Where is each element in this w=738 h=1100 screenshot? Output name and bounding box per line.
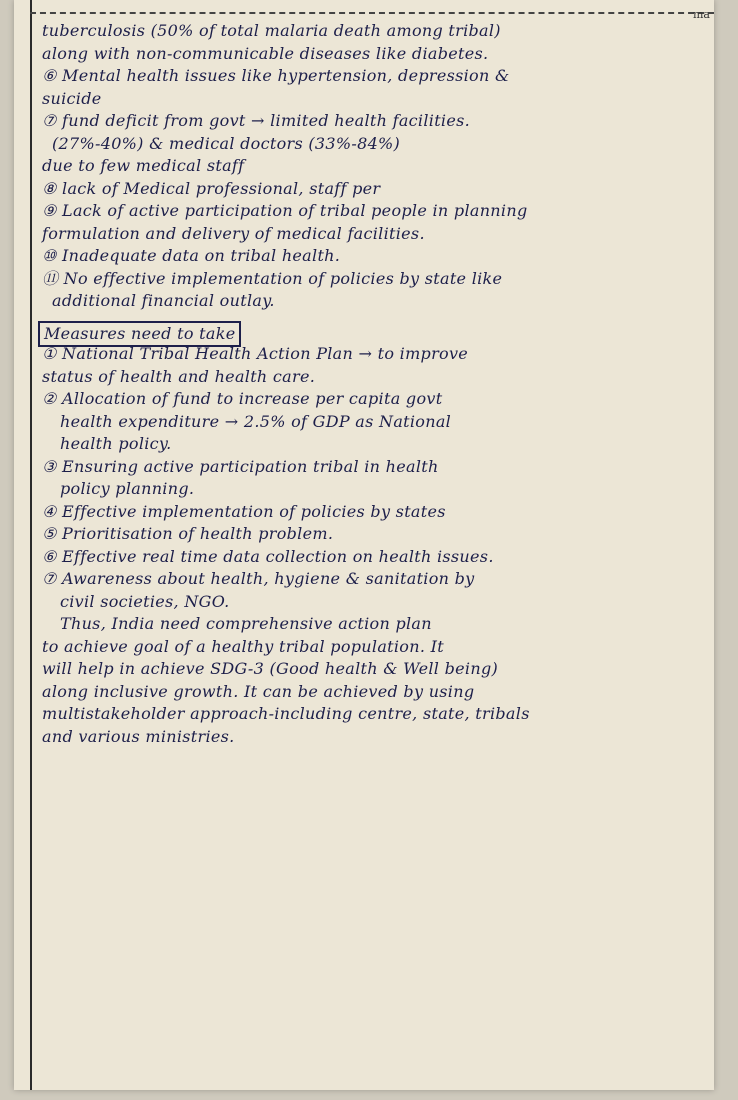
text-line: policy planning. [60, 479, 195, 498]
measures-heading-row [42, 321, 704, 344]
measure-point [42, 388, 704, 456]
text-line: along with non-communicable diseases like diabetes. [42, 43, 489, 63]
conclusion-paragraph [42, 613, 704, 748]
text-line: multistakeholder approach-including centre, state, tribals [42, 704, 530, 723]
measure-point [42, 568, 704, 613]
text-line: ⑦ fund deficit from govt → limited health facilities. [42, 111, 471, 130]
text-line: formulation and delivery of medical facilities. [42, 223, 425, 243]
problem-point [42, 178, 704, 201]
text-line: along inclusive growth. It can be achieved by using [42, 681, 475, 701]
measure-point [42, 546, 704, 569]
handwritten-content [42, 20, 704, 748]
text-line: ② Allocation of fund to increase per capita govt [42, 389, 443, 408]
margin-line [30, 0, 32, 1090]
text-line: ⑨ Lack of active participation of tribal people in planning [42, 201, 528, 220]
text-line: status of health and health care. [42, 366, 316, 386]
text-line: and various ministries. [42, 726, 235, 746]
problem-point [42, 200, 704, 245]
text-line: civil societies, NGO. [60, 591, 230, 611]
text-line: ③ Ensuring active participation tribal in health [42, 456, 439, 476]
text-line: will help in achieve SDG-3 (Good health & Well being) [42, 659, 499, 678]
problem-point [42, 110, 704, 178]
top-rule [30, 12, 714, 14]
measure-point [42, 501, 704, 524]
problem-point-continued [42, 20, 704, 65]
text-line: Thus, India need comprehensive action plan [60, 614, 432, 633]
text-line: ⑥ Mental health issues like hypertension, depression & [42, 66, 510, 85]
text-line: to achieve goal of a healthy tribal population. It [42, 636, 444, 656]
text-line: ④ Effective implementation of policies by states [42, 501, 446, 521]
problem-point [42, 245, 704, 268]
problem-point [42, 268, 704, 313]
text-line: due to few medical staff [42, 156, 245, 175]
text-line: tuberculosis (50% of total malaria death among tribal) [42, 21, 501, 40]
measures-heading: Measures need to take [38, 321, 241, 347]
text-line: ⑤ Prioritisation of health problem. [42, 524, 334, 543]
text-line: ⑪ No effective implementation of policies by state like [42, 268, 503, 288]
text-line: ① National Tribal Health Action Plan → to improve [42, 344, 469, 363]
measure-point [42, 456, 704, 501]
corner-text: ma [693, 8, 710, 21]
text-line: suicide [42, 88, 102, 108]
text-line: ⑧ lack of Medical professional, staff per [42, 178, 381, 198]
measure-point [42, 523, 704, 546]
text-line: ⑥ Effective real time data collection on health issues. [42, 546, 494, 566]
measure-point [42, 343, 704, 388]
text-line: ⑦ Awareness about health, hygiene & sanitation by [42, 569, 475, 588]
text-line: health expenditure → 2.5% of GDP as National [60, 411, 452, 431]
notebook-page [14, 0, 714, 1090]
text-line: (27%-40%) & medical doctors (33%-84%) [52, 133, 401, 153]
problem-point [42, 65, 704, 110]
text-line: additional financial outlay. [52, 291, 275, 310]
text-line: health policy. [60, 434, 172, 453]
text-line: ⑩ Inadequate data on tribal health. [42, 246, 341, 265]
